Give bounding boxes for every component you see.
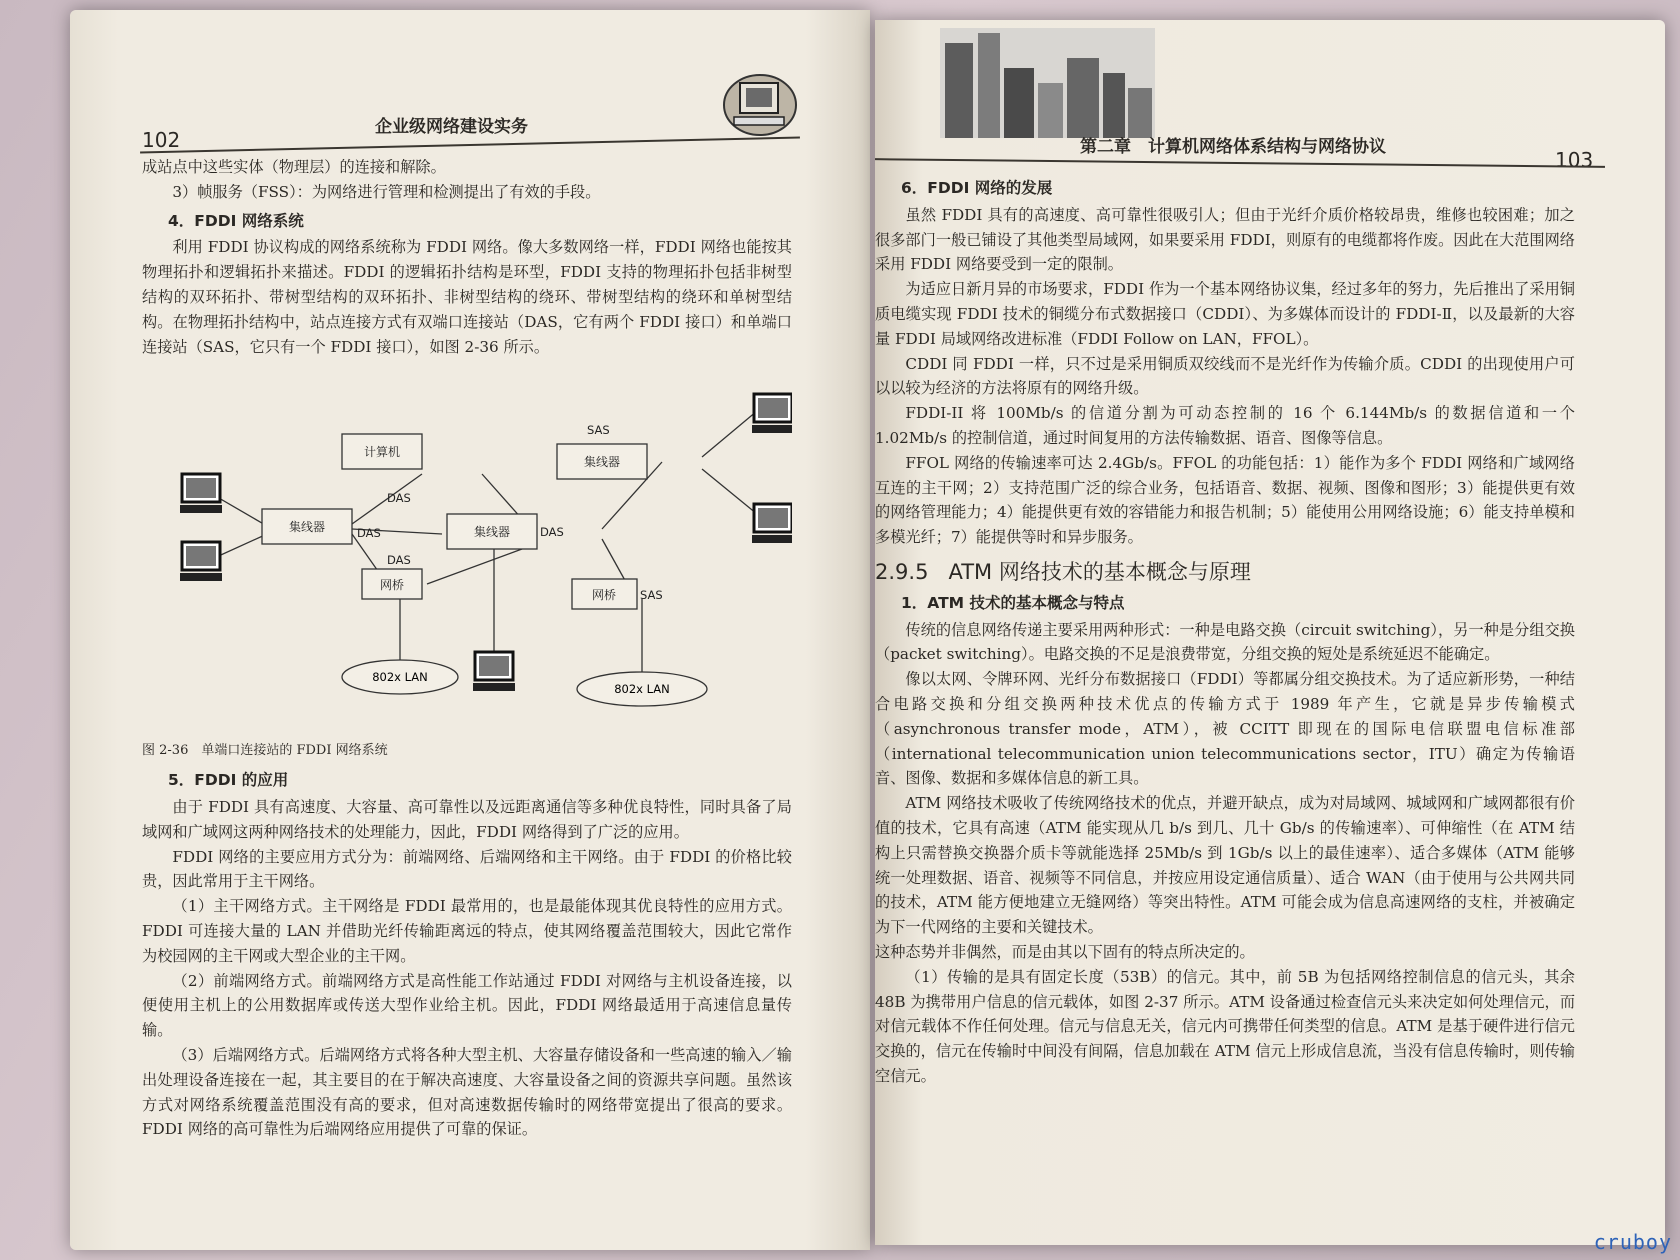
right-page-header [875,20,1665,170]
bridge-node-label: 网桥 [591,588,617,603]
paragraph: 为适应日新月异的市场要求，FDDI 作为一个基本网络协议集，经过多年的努力，先后推出了采用铜质电缆实现 FDDI 技术的铜缆分布式数据接口（CDDI）、为多媒体而设计的 FDDI-Ⅱ，以及最新的大容量 FDDI 局域网络改进标准（FDDI Follow on LAN，FFOL）。 [875,280,1575,348]
left-page-body [142,155,792,1142]
paragraph: CDDI 同 FDDI 一样，只不过是采用铜质双绞线而不是光纤作为传输介质。CDDI 的出现使用户可以以较为经济的方法将原有的网络升级。 [875,354,1575,398]
figure-caption: 图 2-36 单端口连接站的 FDDI 网络系统 [142,743,388,759]
concentrator-node-label: 集线器 [473,525,511,540]
paragraph: 利用 FDDI 协议构成的网络系统称为 FDDI 网络。像大多数网络一样，FDDI 网络也能按其物理拓扑和逻辑拓扑来描述。FDDI 的逻辑拓扑结构是环型，FDDI 支持的物理拓扑包括非树型结构的双环拓扑、带树型结构的双环拓扑、非树型结构的绕环、带树型结构的绕环和单树型结构。在物理拓扑结构中，站点连接方式有双端口连接站（DAS，它有两个 FDDI 接口）和单端口连接站（SAS，它只有一个 FDDI 接口），如图 2-36 所示。 [142,238,792,356]
page-number: 103 [1555,148,1594,172]
bridge-node-label: 网桥 [379,578,405,593]
section-title: ATM 网络技术的基本概念与原理 [948,559,1251,584]
paragraph: 传统的信息网络传递主要采用两种形式：一种是电路交换（circuit switching），另一种是分组交换（packet switching）。电路交换的不足是浪费带宽，分组交换的短处是系统延迟不能确定。 [875,620,1575,664]
paragraph: 由于 FDDI 具有高速度、大容量、高可靠性以及远距离通信等多种优良特性，同时具备了局域网和广域网这两种网络技术的处理能力，因此，FDDI 网络得到了广泛的应用。 [142,797,792,841]
section-heading: 5．FDDI 的应用 [168,771,289,790]
workstation-icon [752,504,792,543]
paragraph: FDDI-II 将 100Mb/s 的信道分割为可动态控制的 16 个 6.144Mb/s 的数据信道和一个 1.02Mb/s 的控制信道，通过时间复用的方法传输数据、语音、图像等信息。 [875,404,1575,447]
paragraph: （1）传输的是具有固定长度（53B）的信元。其中，前 5B 为包括网络控制信息的信元头，其余 48B 为携带用户信息的信元载体，如图 2-37 所示。ATM 设备通过检查信元头来决定如何处理信元，而对信元载体不作任何处理。信元与信息无关，信元内可携带任何类型的信息。ATM 是基于硬件进行信元交换的，信元在传输时中间没有间隔，信息加载在 ATM 信元上形成信息流，当没有信息传输时，则传输空信元。 [875,967,1575,1085]
section-number: 2.9.5 [875,559,929,584]
running-header-title: 第二章 计算机网络体系结构与网络协议 [1080,137,1386,157]
workstation-icon [473,652,515,691]
sas-label: SAS [640,588,663,603]
right-page-body [875,172,1575,1089]
paragraph: ATM 网络技术吸收了传统网络技术的优点，并避开缺点，成为对局域网、城域网和广域网都很有价值的技术，它具有高速（ATM 能实现从几 b/s 到几、几十 Gb/s 的传输速率）、可伸缩性（在 ATM 结构上只需替换交换器介质卡等就能选择 25Mb/s 到 1Gb/s 以上的最佳速率）、适合多媒体（ATM 能够统一处理数据、语音、视频等不同信息，并按应用设定通信质量）、适合 WAN（由于使用与公共网共同的技术，ATM 能方便地建立无缝网络）等突出特性。ATM 可能会成为信息高速网络的支柱，并被确定为下一代网络的主要和关键技术。 [875,794,1575,937]
watermark: cruboy [1593,1230,1672,1254]
computer-node-label: 计算机 [363,445,401,460]
das-label: DAS [387,491,411,506]
subsection-heading: 1．ATM 技术的基本概念与特点 [901,593,1125,612]
page-number: 102 [142,128,181,152]
left-page [70,10,870,1250]
paragraph: 虽然 FDDI 具有的高速度、高可靠性很吸引人；但由于光纤介质价格较昂贵，维修也较困难；加之很多部门一般已铺设了其他类型局域网，如果要采用 FDDI，则原有的电缆都将作废。因此在大范围网络采用 FDDI 网络要受到一定的限制。 [875,205,1575,274]
paragraph: FDDI 网络的主要应用方式分为：前端网络、后端网络和主干网络。由于 FDDI 的价格比较贵，因此常用于主干网络。 [142,847,792,891]
concentrator-node-label: 集线器 [583,455,621,470]
paragraph: FFOL 网络的传输速率可达 2.4Gb/s。FFOL 的功能包括：1）能作为多个 FDDI 网络和广域网络互连的主干网；2）支持范围广泛的综合业务，包括语音、数据、视频、图像和图形；3）能提供更有效的网络管理能力；4）能提供更有效的容错能力和报告机制；5）能使用公用网络设施；6）能支持单模和多模光纤；7）能提供等时和异步服务。 [875,453,1575,547]
das-label: DAS [357,526,381,541]
header-rule [875,158,1605,168]
das-label: DAS [540,525,564,540]
computer-emblem-icon [720,65,800,140]
paragraph: （2）前端网络方式。前端网络方式是高性能工作站通过 FDDI 对网络与主机设备连接，以便使用主机上的公用数据库或传送大型作业给主机。因此，FDDI 网络最适用于高速信息量传输。 [142,971,792,1040]
paragraph: 像以太网、令牌环网、光纤分布数据接口（FDDI）等都属分组交换技术。为了适应新形势，一种结合电路交换和分组交换两种技术优点的传输方式于 1989 年产生，它就是异步传输模式（asynchronous transfer mode，ATM），被 CCITT 即现在的国际电信联盟电信标准部（international telecommunication union telecommunications sector，ITU）确定为传输语音、图像、数据和多媒体信息的新工具。 [875,670,1575,788]
lan-label: 802x LAN [614,682,670,697]
section-heading: 6．FDDI 网络的发展 [901,179,1053,197]
paragraph: 这种态势并非偶然，而是由其以下固有的特点所决定的。 [875,942,1255,961]
workstation-icon [180,474,222,513]
section-295-heading [875,560,1575,585]
workstation-icon [180,542,222,581]
workstation-icon [752,394,792,433]
running-header-title: 企业级网络建设实务 [375,117,528,137]
das-label: DAS [387,553,411,568]
paragraph: 3）帧服务（FSS）：为网络进行管理和检测提出了有效的手段。 [172,182,601,201]
fddi-network-diagram [142,359,792,739]
concentrator-node-label: 集线器 [288,520,326,535]
section-heading: 4．FDDI 网络系统 [168,211,304,230]
city-skyline-icon [940,28,1155,138]
paragraph: （1）主干网络方式。主干网络是 FDDI 最常用的，也是最能体现其优良特性的应用方式。FDDI 可连接大量的 LAN 并借助光纤传输距离远的特点，使其网络覆盖范围较大，因此它常作为校园网的主干网或大型企业的主干网。 [142,897,792,965]
paragraph: 成站点中这些实体（物理层）的连接和解除。 [142,158,446,176]
header-rule [140,137,800,154]
paragraph: （3）后端网络方式。后端网络方式将各种大型主机、大容量存储设备和一些高速的输入／输出处理设备连接在一起，其主要目的在于解决高速度、大容量设备之间的资源共享问题。虽然该方式对网络系统覆盖范围没有高的要求，但对高速数据传输时的网络带宽提出了很高的要求。FDDI 网络的高可靠性为后端网络应用提供了可靠的保证。 [142,1045,792,1139]
right-page [875,20,1665,1245]
left-page-header [70,10,870,160]
lan-label: 802x LAN [372,670,428,685]
sas-label: SAS [587,423,610,438]
